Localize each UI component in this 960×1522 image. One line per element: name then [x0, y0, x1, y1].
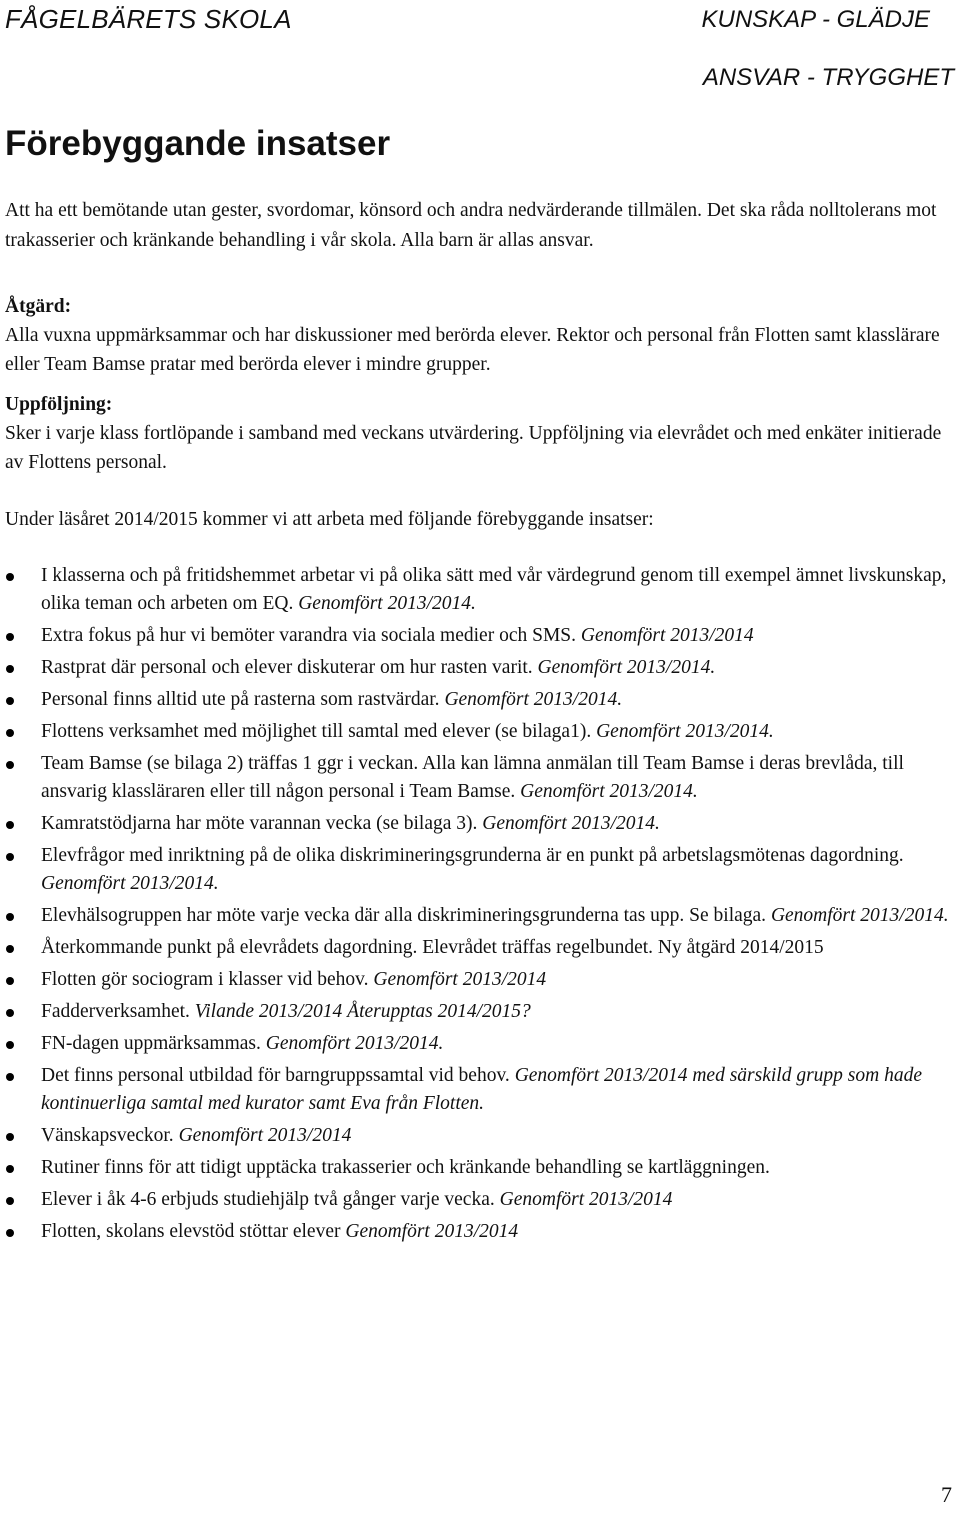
motto-line-1: KUNSKAP - GLÄDJE — [701, 6, 930, 33]
list-item — [0, 562, 956, 618]
list-item-text: Kamratstödjarna har möte varannan vecka (se bilaga 3). — [41, 813, 483, 834]
bullet-icon — [6, 1197, 14, 1205]
uppfoljning-text: Sker i varje klass fortlöpande i samband med veckans utvärdering. Uppföljning via elevrådet och med enkäter initierade av Flottens personal. — [5, 423, 942, 473]
bullet-icon — [6, 1133, 14, 1141]
list-item — [0, 1186, 956, 1214]
insatser-list — [0, 562, 960, 1250]
list-item-status: Vilande 2013/2014 Återupptas 2014/2015? — [194, 1001, 531, 1022]
list-item-status: Genomfört 2013/2014 med särskild grupp som hade kontinuerliga samtal med kurator samt Eva från Flotten. — [41, 1065, 923, 1114]
lead-paragraph: Under läsåret 2014/2015 kommer vi att arbeta med följande förebyggande insatser: — [5, 509, 654, 530]
list-item — [0, 622, 956, 650]
list-item-text: Vänskapsveckor. — [41, 1125, 179, 1146]
list-item-status: Genomfört 2013/2014. — [520, 781, 698, 802]
list-item-status: Genomfört 2013/2014 — [178, 1125, 352, 1146]
list-item — [0, 686, 956, 714]
list-item-text: FN-dagen uppmärksammas. — [41, 1033, 266, 1054]
bullet-icon — [6, 1041, 14, 1049]
bullet-icon — [6, 1165, 14, 1173]
list-item — [0, 998, 956, 1026]
list-item-text: Flotten gör sociogram i klasser vid behov. — [41, 969, 374, 990]
list-item-status: Genomfört 2013/2014. — [444, 689, 623, 710]
bullet-icon — [6, 1229, 14, 1237]
list-item — [0, 1062, 956, 1118]
list-item-status: Genomfört 2013/2014 — [580, 625, 754, 646]
bullet-icon — [6, 821, 14, 829]
list-item-status: Genomfört 2013/2014. — [482, 813, 660, 834]
list-item — [0, 1154, 956, 1182]
list-item — [0, 810, 956, 838]
list-item — [0, 654, 956, 682]
list-item — [0, 842, 956, 898]
list-item-text: Återkommande punkt på elevrådets dagordning. Elevrådet träffas regelbundet. Ny åtgärd 2014/2015 — [41, 937, 824, 958]
list-item-text: Flottens verksamhet med möjlighet till samtal med elever (se bilaga1). — [41, 721, 597, 742]
list-item-text: I klasserna och på fritidshemmet arbetar vi på olika sätt med vår värdegrund genom till exempel ämnet livskunskap, olika teman och arbeten om EQ. — [41, 565, 947, 614]
list-item-status: Genomfört 2013/2014. — [298, 593, 476, 614]
bullet-icon — [6, 573, 14, 581]
atgard-section — [5, 292, 950, 379]
page-number: 7 — [941, 1482, 952, 1507]
motto-line-2: ANSVAR - TRYGGHET — [702, 64, 954, 91]
bullet-icon — [6, 913, 14, 921]
list-item-status: Genomfört 2013/2014 — [499, 1189, 673, 1210]
bullet-icon — [6, 633, 14, 641]
list-item-text: Elevfrågor med inriktning på de olika diskrimineringsgrunderna är en punkt på arbetslagsmötenas dagordning. — [41, 845, 904, 866]
list-item — [0, 1218, 956, 1246]
bullet-icon — [6, 697, 14, 705]
uppfoljning-label: Uppföljning: — [5, 394, 113, 415]
list-item — [0, 934, 956, 962]
school-name: FÅGELBÄRETS SKOLA — [5, 4, 292, 34]
bullet-icon — [6, 1073, 14, 1081]
list-item-status: Genomfört 2013/2014 — [373, 969, 547, 990]
bullet-icon — [6, 761, 14, 769]
list-item-text: Elevhälsogruppen har möte varje vecka där alla diskrimineringsgrunderna tas upp. Se bilaga. — [41, 905, 771, 926]
bullet-icon — [6, 729, 14, 737]
atgard-label: Åtgärd: — [5, 296, 72, 317]
bullet-icon — [6, 853, 14, 861]
intro-paragraph: Att ha ett bemötande utan gester, svordomar, könsord och andra nedvärderande tillmälen. Det ska råda nolltolerans mot trakasserier och kränkande behandling i vår skola. Alla barn är allas ansvar. — [5, 200, 937, 251]
list-item-text: Personal finns alltid ute på rasterna som rastvärdar. — [41, 689, 445, 710]
list-item-text: Elever i åk 4-6 erbjuds studiehjälp två gånger varje vecka. — [41, 1189, 500, 1210]
bullet-icon — [6, 1009, 14, 1017]
list-item-status: Genomfört 2013/2014. — [537, 657, 716, 678]
bullet-icon — [6, 665, 14, 673]
list-item-text: Fadderverksamhet. — [41, 1001, 195, 1022]
list-item — [0, 966, 956, 994]
list-item — [0, 718, 956, 746]
list-item — [0, 1030, 956, 1058]
bullet-icon — [6, 945, 14, 953]
list-item-text: Det finns personal utbildad för barngruppssamtal vid behov. — [41, 1065, 515, 1086]
list-item-text: Rastprat där personal och elever diskuterar om hur rasten varit. — [41, 657, 538, 678]
list-item — [0, 902, 956, 930]
uppfoljning-section — [5, 390, 950, 477]
list-item-text: Team Bamse (se bilaga 2) träffas 1 ggr i veckan. Alla kan lämna anmälan till Team Bamse i deras brevlåda, till ansvarig klassläraren eller till någon personal i Team Bamse. — [41, 753, 904, 802]
list-item-status: Genomfört 2013/2014 — [345, 1221, 519, 1242]
atgard-text: Alla vuxna uppmärksammar och har diskussioner med berörda elever. Rektor och personal från Flotten samt klasslärare eller Team Bamse pratar med berörda elever i mindre grupper. — [5, 325, 940, 375]
list-item-status: Genomfört 2013/2014. — [770, 905, 949, 926]
list-item-text: Flotten, skolans elevstöd stöttar elever — [41, 1221, 346, 1242]
list-item-text: Rutiner finns för att tidigt upptäcka trakasserier och kränkande behandling se kartläggningen. — [41, 1157, 770, 1178]
list-item-text: Extra fokus på hur vi bemöter varandra via sociala medier och SMS. — [41, 625, 581, 646]
page-title: Förebyggande insatser — [5, 124, 391, 163]
list-item — [0, 1122, 956, 1150]
list-item — [0, 750, 956, 806]
list-item-status: Genomfört 2013/2014. — [265, 1033, 444, 1054]
list-item-status: Genomfört 2013/2014. — [596, 721, 774, 742]
list-item-status: Genomfört 2013/2014. — [41, 873, 219, 894]
bullet-icon — [6, 977, 14, 985]
